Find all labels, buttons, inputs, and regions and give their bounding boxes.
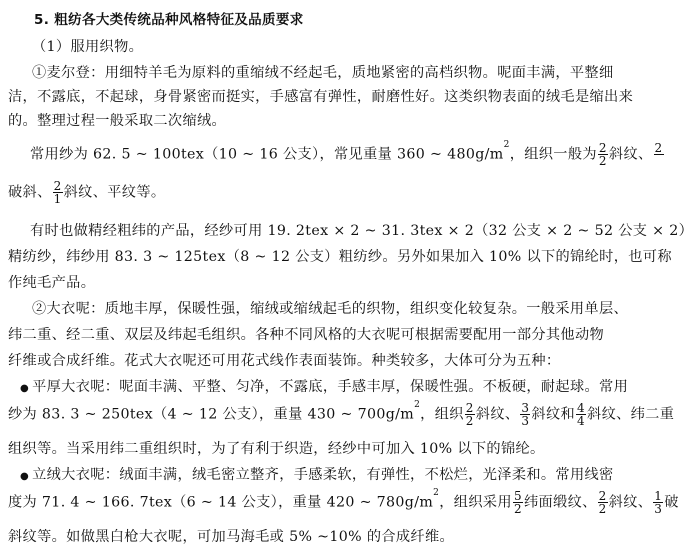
p2-line2-text-a: 破斜、 bbox=[8, 184, 52, 201]
fraction-denominator: 3 bbox=[521, 414, 530, 428]
bullet2-line2 bbox=[8, 490, 679, 515]
p4-line2: 纬二重、经二重、双层及纬起毛组织。各种不同风格的大衣呢可根据需要配用一部分其他动物 bbox=[8, 327, 605, 343]
fraction bbox=[598, 142, 608, 167]
p3-line3: 作纯毛产品。 bbox=[8, 275, 96, 291]
fraction bbox=[598, 490, 608, 515]
bullet1-text-a: 纱为 83. 3 ~ 250tex（4 ~ 12 公支），重量 430 ~ 700g/m bbox=[8, 406, 415, 423]
p2-text-a: 常用纱为 62. 5 ~ 100tex（10 ~ 16 公支），常见重量 360 ~ 480g/m bbox=[30, 146, 504, 163]
fraction-denominator: 2 bbox=[513, 502, 522, 516]
p1-line2: 洁，不露底，不起球，身骨紧密而挺实，手感富有弹性，耐磨性好。这类织物表面的绒毛是缩出来 bbox=[8, 89, 634, 105]
p2-line2-text-b: 斜纹、平纹等。 bbox=[63, 184, 166, 201]
bullet1-text: 平厚大衣呢：呢面丰满、平整、匀净，不露底，手感丰厚，保暖性强。不板硬，耐起球。常用 bbox=[32, 379, 629, 395]
fraction bbox=[653, 490, 663, 515]
fraction bbox=[576, 402, 586, 427]
bullet2-text-e: 破 bbox=[664, 494, 679, 511]
bullet2-line3: 斜纹等。如做黑白枪大衣呢，可加马海毛或 5% ~10% 的合成纤维。 bbox=[8, 529, 455, 545]
fraction-numerator: 2 bbox=[53, 179, 62, 193]
p4-line1: ②大衣呢：质地丰厚，保暖性强，缩绒或缩绒起毛的织物，组织变化较复杂。一般采用单层、 bbox=[32, 301, 629, 317]
p3-line2: 精纺纱，纬纱用 83. 3 ~ 125tex（8 ~ 12 公支）粗纺纱。另外如果加入 10% 以下的锦纶时，也可称 bbox=[8, 249, 672, 265]
bullet1-line1 bbox=[20, 376, 628, 396]
p2-text-c: 斜纹、 bbox=[608, 146, 653, 163]
bullet1-line2 bbox=[8, 402, 674, 427]
bullet2-text-d: 斜纹、 bbox=[608, 494, 653, 511]
fraction-numerator: 2 bbox=[654, 141, 663, 155]
bullet2-line1 bbox=[20, 464, 614, 484]
p2-sup: 2 bbox=[503, 140, 510, 150]
fraction-numerator: 2 bbox=[465, 401, 474, 415]
fraction bbox=[53, 180, 63, 205]
fraction bbox=[654, 142, 664, 167]
bullet1-sup: 2 bbox=[414, 400, 421, 410]
p1-line1: ①麦尔登：用细特羊毛为原料的重缩绒不经起毛，质地紧密的高档织物。呢面丰满，平整细 bbox=[32, 65, 614, 81]
bullet2-text-c: 纬面缎纹、 bbox=[523, 494, 597, 511]
p2-text-b: ，组织一般为 bbox=[509, 146, 597, 163]
fraction-numerator: 4 bbox=[577, 401, 586, 415]
bullet2-text: 立绒大衣呢：绒面丰满，绒毛密立整齐，手感柔软，有弹性，不松烂，光泽柔和。常用线密 bbox=[32, 467, 614, 483]
bullet1-text-b: ，组织 bbox=[420, 406, 464, 423]
fraction-denominator: 1 bbox=[53, 192, 62, 206]
fraction-numerator: 2 bbox=[598, 489, 607, 503]
p4-line3: 纤维或合成纤维。花式大衣呢还可用花式线作表面装饰。种类较多，大体可分为五种： bbox=[8, 353, 561, 369]
bullet-icon: ● bbox=[20, 471, 30, 482]
p2-line2 bbox=[8, 180, 165, 205]
fraction-numerator: 5 bbox=[513, 489, 522, 503]
bullet1-text-d: 斜纹和 bbox=[531, 406, 576, 423]
bullet2-text-b: ，组织采用 bbox=[439, 494, 512, 511]
bullet1-text-e: 斜纹、纬二重 bbox=[587, 406, 675, 423]
fraction bbox=[520, 402, 530, 427]
p3-line1: 有时也做精经粗纬的产品，经纱可用 19. 2tex × 2 ~ 31. 3tex × 2（32 公支 × 2 ~ 52 公支 × 2） bbox=[30, 223, 693, 239]
bullet-icon: ● bbox=[20, 383, 30, 394]
fraction-numerator: 1 bbox=[654, 489, 663, 503]
fraction-denominator: 2 bbox=[598, 502, 607, 516]
p2-line1 bbox=[30, 142, 665, 167]
fraction-denominator: 2 bbox=[598, 154, 607, 168]
p1-line3: 的。整理过程一般采取二次缩绒。 bbox=[8, 113, 227, 129]
bullet2-sup: 2 bbox=[433, 488, 440, 498]
bullet1-text-c: 斜纹、 bbox=[475, 406, 520, 423]
fraction-denominator: 2 bbox=[465, 414, 474, 428]
fraction-numerator: 3 bbox=[521, 401, 530, 415]
bullet1-line3: 组织等。当采用纬二重组织时，为了有利于织造，经纱中可加入 10% 以下的锦纶。 bbox=[8, 441, 545, 457]
fraction-denominator: 4 bbox=[577, 414, 586, 428]
fraction bbox=[465, 402, 475, 427]
section-title: 5. 粗纺各大类传统品种风格特征及品质要求 bbox=[34, 12, 304, 28]
fraction-denominator bbox=[654, 155, 664, 167]
fraction bbox=[513, 490, 523, 515]
fraction-denominator: 3 bbox=[654, 502, 663, 516]
fraction-numerator: 2 bbox=[598, 141, 607, 155]
subsection-heading: （1）服用织物。 bbox=[32, 39, 144, 55]
bullet2-text-a: 度为 71. 4 ~ 166. 7tex（6 ~ 14 公支），重量 420 ~ 780g/m bbox=[8, 494, 434, 511]
